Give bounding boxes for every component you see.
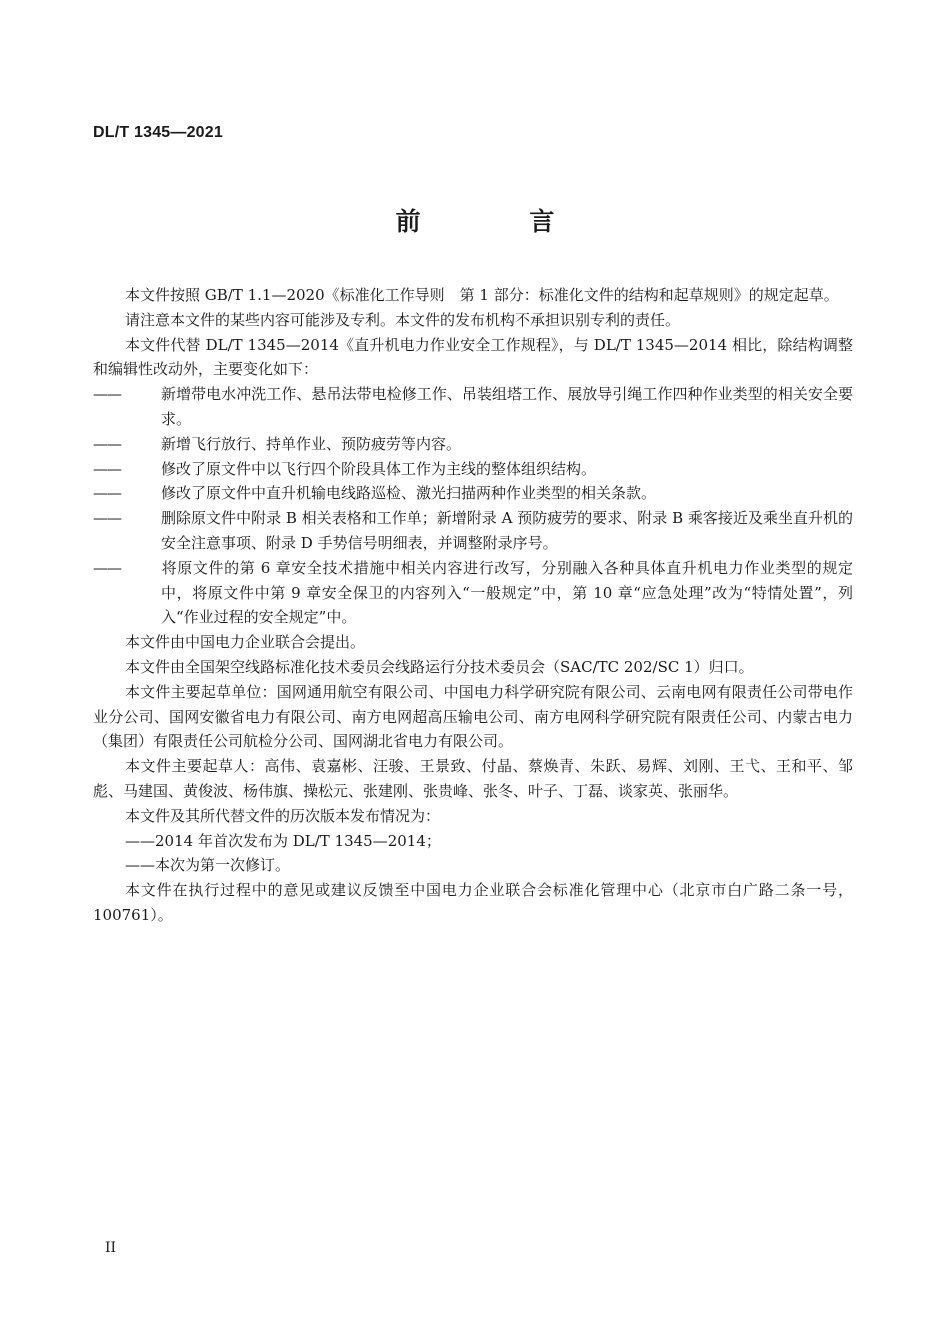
paragraph-drafting-rules: 本文件按照 GB/T 1.1—2020《标准化工作导则 第 1 部分：标准化文件的结构和起草规则》的规定起草。 [125,286,839,304]
history-item [93,829,853,854]
dash-marker: —— [93,509,121,528]
change-item [93,432,853,457]
change-item-text: 修改了原文件中以飞行四个阶段具体工作为主线的整体组织结构。 [161,459,597,478]
change-item [93,457,853,482]
change-item [93,556,853,630]
change-item-text: 删除原文件中附录 B 相关表格和工作单；新增附录 A 预防疲劳的要求、附录 B 乘客接近及乘坐直升机的安全注意事项、附录 D 手势信号明细表，并调整附录序号。 [161,509,853,552]
change-item-text: 新增带电水冲洗工作、悬吊法带电检修工作、吊装组塔工作、展放导引绳工作四种作业类型的相关安全要求。 [161,385,853,428]
change-item-text: 将原文件的第 6 章安全技术措施中相关内容进行改写，分别融入各种具体直升机电力作业类型的规定中，将原文件中第 9 章安全保卫的内容列入“一般规定”中，第 10 章“应急处理”改为“特情处置”，列入“作业过程的安全规定”中。 [161,558,853,627]
change-item [93,506,853,556]
dash-marker: —— [93,558,121,577]
paragraph-patent-notice: 请注意本文件的某些内容可能涉及专利。本文件的发布机构不承担识别专利的责任。 [125,310,681,329]
document-code: DL/T 1345—2021 [93,124,223,141]
history-item [93,853,853,878]
dash-marker: —— [93,434,121,453]
dash-marker: —— [93,385,121,404]
paragraph-drafting-units: 本文件主要起草单位：国网通用航空有限公司、中国电力科学研究院有限公司、云南电网有限责任公司带电作业分公司、国网安徽省电力有限公司、南方电网超高压输电公司、南方电网科学研究院有限责任公司、内蒙古电力（集团）有限责任公司航检分公司、国网湖北省电力有限公司。 [93,682,853,751]
paragraph-drafters: 本文件主要起草人：高伟、袁嘉彬、汪骏、王景致、付晶、蔡焕青、朱跃、易辉、刘刚、王弋、王和平、邹彪、马建国、黄俊波、杨伟旗、操松元、张建刚、张贵峰、张冬、叶子、丁磊、谈家英、张丽华。 [93,757,853,800]
change-item-text: 新增飞行放行、持单作业、预防疲劳等内容。 [161,434,462,453]
paragraph-feedback: 本文件在执行过程中的意见或建议反馈至中国电力企业联合会标准化管理中心（北京市白广路二条一号，100761）。 [93,881,853,924]
change-item [93,481,853,506]
page-number: II [105,1240,117,1256]
history-item-text: 2014 年首次发布为 DL/T 1345—2014； [155,831,441,850]
paragraph-proposer: 本文件由中国电力企业联合会提出。 [125,633,366,652]
paragraph-replacement: 本文件代替 DL/T 1345—2014《直升机电力作业安全工作规程》，与 DL/T 1345—2014 相比，除结构调整和编辑性改动外，主要变化如下： [93,335,853,379]
dash-marker: —— [93,459,121,478]
page-title: 前 言 [395,207,605,236]
change-item [93,382,853,432]
paragraph-history-intro: 本文件及其所代替文件的历次版本发布情况为： [125,806,441,825]
paragraph-committee: 本文件由全国架空线路标准化技术委员会线路运行分技术委员会（SAC/TC 202/SC 1）归口。 [125,657,754,676]
dash-marker: —— [125,856,155,875]
change-item-text: 修改了原文件中直升机输电线路巡检、激光扫描两种作业类型的相关条款。 [161,484,657,503]
dash-marker: —— [93,484,121,503]
dash-marker: —— [125,831,155,850]
history-item-text: 本次为第一次修订。 [155,856,291,875]
foreword-body [93,283,853,928]
